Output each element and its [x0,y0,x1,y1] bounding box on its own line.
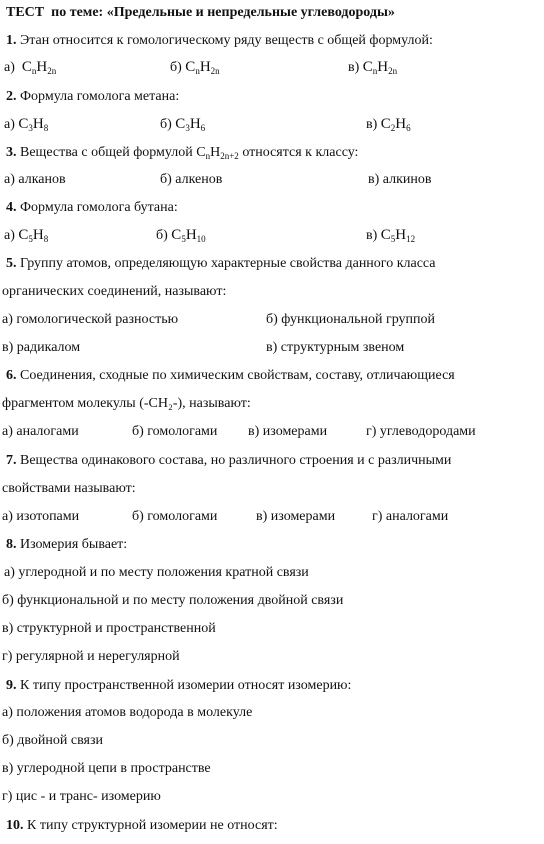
question-number: 1. [6,33,17,48]
q7-option-d[interactable]: г) аналогами [372,509,449,524]
formula-part: C [21,59,32,75]
question-8 [6,536,127,554]
question-text: относятся к классу: [238,145,359,160]
question-6 [6,367,455,385]
option-letter: б) [160,117,172,132]
question-9 [6,677,351,695]
q4-option-c[interactable] [366,226,415,245]
option-letter: а) [4,228,15,243]
formula-part: C [175,116,186,132]
formula-sub: 2n+2 [220,151,239,161]
q1-option-c[interactable] [348,58,397,77]
question-text: Изомерия бывает: [20,537,128,552]
q3-option-b[interactable]: б) алкенов [160,172,223,187]
question-7 [6,452,451,470]
formula-sub: 2n [47,66,57,76]
formula-part: H [189,116,201,132]
q8-option-b[interactable]: б) функциональной и по месту положения двойной связи [2,593,344,608]
option-letter: б) [156,228,168,243]
formula-sub: 6 [406,123,411,133]
question-text: Вещества одинакового состава, но различного строения и с различными [20,453,452,468]
q8-option-d[interactable]: г) регулярной и нерегулярной [2,649,180,664]
question-7-line2: свойствами называют: [2,481,136,496]
formula-sub: 3 [185,123,190,133]
question-text: Формула гомолога метана: [20,89,180,104]
question-text: Этан относится к гомологическому ряду веществ с общей формулой: [20,33,433,48]
formula-sub: 3 [28,123,33,133]
option-letter: б) [170,60,182,75]
formula-sub: 6 [200,123,206,133]
question-5 [6,255,436,273]
formula-part: C [18,227,29,243]
formula-part: C [171,227,182,243]
q2-option-b[interactable] [160,115,205,134]
question-number: 7. [6,453,17,468]
question-3 [6,144,358,162]
formula-part: H [395,227,407,243]
formula-sub: 5 [390,234,396,244]
q5-option-a[interactable]: а) гомологической разностью [2,312,179,327]
option-letter: а) [4,117,15,132]
formula-part: H [210,145,221,160]
question-text: К типу структурной изомерии не относят: [27,818,278,833]
question-4 [6,199,178,217]
q9-option-d[interactable]: г) цис - и транс- изомерию [2,789,161,804]
formula-sub: n [205,151,211,161]
page-title [6,4,395,22]
question-text: Группу атомов, определяющую характерные свойства данного класса [20,256,436,271]
question-number: 10. [6,818,24,833]
question-6-line2: фрагментом молекулы (-CH₂-), называют: [2,396,251,411]
q7-option-a[interactable]: а) изотопами [2,509,80,524]
formula-part: C [18,116,29,132]
formula-sub: 2n [388,66,398,76]
formula-part: H [32,227,44,243]
formula-sub: 5 [28,234,33,244]
question-text: Вещества с общей формулой C [20,145,206,160]
question-number: 3. [6,145,17,160]
q1-option-a[interactable] [4,58,56,77]
q7-option-c[interactable]: в) изомерами [256,509,336,524]
question-text: Соединения, сходные по химическим свойствам, составу, отличающиеся [20,368,455,383]
formula-sub: 12 [406,234,416,244]
option-letter: а) [4,60,15,75]
option-letter: в) [348,60,360,75]
q6-option-d[interactable]: г) углеводородами [366,424,476,439]
formula-sub: 8 [43,123,49,133]
q9-option-c[interactable]: в) углеродной цепи в пространстве [2,761,211,776]
q8-option-a[interactable]: а) углеродной и по месту положения кратной связи [4,565,309,580]
q5-option-d[interactable]: в) структурным звеном [266,340,405,355]
question-10 [6,817,278,835]
question-number: 5. [6,256,17,271]
formula-sub: 2n [210,66,220,76]
title-text: по теме: «Предельные и непредельные углеводороды» [51,5,395,20]
formula-part: C [185,59,196,75]
formula-sub: n [31,66,37,76]
q4-option-a[interactable] [4,226,48,245]
question-number: 2. [6,89,17,104]
question-2 [6,88,179,106]
question-number: 6. [6,368,17,383]
formula-part: H [32,116,44,132]
q9-option-a[interactable]: а) положения атомов водорода в молекуле [2,705,253,720]
q2-option-a[interactable] [4,115,48,134]
formula-part: H [36,59,48,75]
q5-option-c[interactable]: в) радикалом [2,340,81,355]
formula-part: C [380,227,391,243]
q8-option-c[interactable]: в) структурной и пространственной [2,621,216,636]
formula-part: H [395,116,407,132]
formula-sub: n [372,66,378,76]
q6-option-c[interactable]: в) изомерами [248,424,328,439]
formula-part: H [185,227,197,243]
question-number: 8. [6,537,17,552]
q6-option-a[interactable]: а) аналогами [2,424,79,439]
q3-option-a[interactable]: а) алканов [4,172,66,187]
formula-part: H [377,59,389,75]
question-text: Формула гомолога бутана: [20,200,178,215]
question-number: 9. [6,678,17,693]
formula-sub: 10 [196,234,206,244]
formula-sub: 2 [390,123,396,133]
q4-option-b[interactable] [156,226,206,245]
title-prefix: ТЕСТ [6,5,45,20]
formula-part: H [199,59,211,75]
formula-part: C [362,59,373,75]
q6-option-b[interactable]: б) гомологами [132,424,218,439]
q1-option-b[interactable] [170,58,220,77]
formula-sub: 8 [43,234,49,244]
option-letter: в) [366,228,378,243]
question-number: 4. [6,200,17,215]
question-5-line2: органических соединений, называют: [2,284,227,299]
q2-option-c[interactable] [366,115,411,134]
q3-option-c[interactable]: в) алкинов [368,172,432,187]
formula-sub: 5 [181,234,186,244]
formula-part: C [380,116,391,132]
q7-option-b[interactable]: б) гомологами [132,509,218,524]
question-1 [6,32,433,50]
question-text: К типу пространственной изомерии относят изомерию: [20,678,352,693]
formula-sub: n [195,66,200,76]
q9-option-b[interactable]: б) двойной связи [2,733,104,748]
q5-option-b[interactable]: б) функциональной группой [266,312,436,327]
option-letter: в) [366,117,378,132]
